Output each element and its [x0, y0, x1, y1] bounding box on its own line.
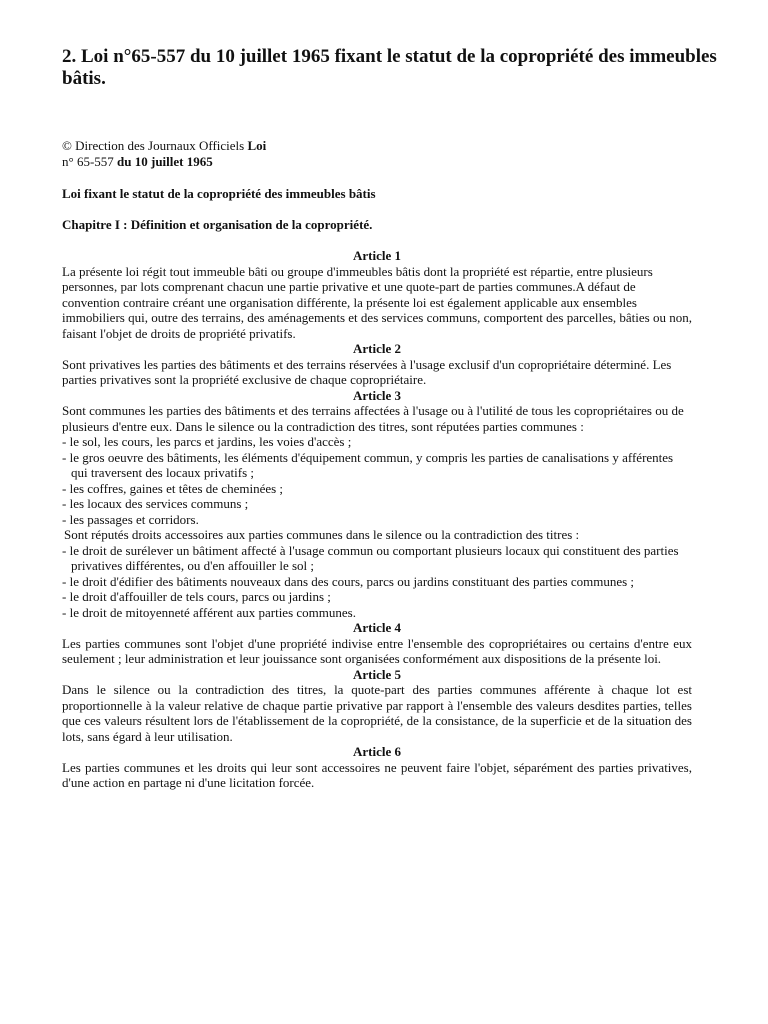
credit-date: du 10 juillet 1965 — [117, 154, 213, 169]
article-3-intro-2: Sont réputés droits accessoires aux parties communes dans le silence ou la contradiction des titres : — [64, 527, 580, 542]
article-1-text: La présente loi régit tout immeuble bâti ou groupe d'immeubles bâtis dont la propriété est répartie, entre plusieurs personnes, par lots comprenant chacun une partie privative et une quote-part de parties communes.A défaut de convention contraire créant une organisation différente, la présente loi est également applicable aux ensembles immobiliers qui, outre des terrains, des aménagements et des services communs, comportent des parcelles, bâties ou non, faisant l'objet de droits de propriété privatifs. — [62, 263, 692, 341]
article-3-intro: Sont communes les parties des bâtiments et des terrains affectées à l'usage ou à l'utilité de tous les copropriétaires ou de plusieurs d'entre eux. Dans le silence ou la contradiction des titres, sont réputées parties communes : — [62, 403, 684, 434]
credit-loi: Loi — [247, 138, 267, 153]
article-6-text: Les parties communes et les droits qui leur sont accessoires ne peuvent faire l'objet, séparément des parties privatives, d'une action en partage ni d'une licitation forcée. — [62, 759, 692, 790]
article-3-list-item: - le sol, les cours, les parcs et jardins, les voies d'accès ; — [62, 434, 352, 449]
article-3-right-item: - le droit de surélever un bâtiment affecté à l'usage commun ou comportant plusieurs locaux qui constituent des parties privatives différentes, ou d'en affouiller le sol ; — [62, 542, 679, 573]
credit-source: © Direction des Journaux Officiels — [62, 138, 248, 153]
article-6-heading: Article 6 — [352, 744, 401, 759]
document-title: 2. Loi n°65-557 du 10 juillet 1965 fixant le statut de la copropriété des immeubles bâtis. — [62, 46, 717, 89]
articles-body — [62, 248, 692, 791]
article-3-list-item: - les passages et corridors. — [62, 511, 199, 527]
article-3-right-item: - le droit d'affouiller de tels cours, parcs ou jardins ; — [62, 589, 331, 604]
publication-credit — [62, 138, 362, 170]
article-3-list-item: - les coffres, gaines et têtes de cheminées ; — [62, 480, 284, 496]
article-2-heading: Article 2 — [352, 341, 401, 356]
credit-number: n° 65-557 — [62, 154, 118, 169]
article-3-right-item: - le droit d'édifier des bâtiments nouveaux dans des cours, parcs ou jardins constituant des parties communes ; — [62, 573, 635, 589]
article-3-list-item: - le gros oeuvre des bâtiments, les éléments d'équipement commun, y compris les parties de canalisations y afférentes qui traversent des locaux privatifs ; — [62, 449, 674, 480]
article-4-heading: Article 4 — [352, 620, 401, 635]
article-3-right-item: - le droit de mitoyenneté afférent aux parties communes. — [62, 604, 356, 620]
article-2-text: Sont privatives les parties des bâtiments et des terrains réservées à l'usage exclusif d'un copropriétaire déterminé. Les parties privatives sont la propriété exclusive de chaque copropriétaire. — [62, 356, 672, 387]
article-4-text: Les parties communes sont l'objet d'une propriété indivise entre l'ensemble des copropriétaires ou certains d'entre eux seulement ; leur administration et leur jouissance sont organisées conformément aux dispositions de la présente loi. — [62, 635, 692, 666]
article-5-heading: Article 5 — [352, 666, 401, 682]
article-1-heading: Article 1 — [352, 248, 401, 263]
law-subtitle: Loi fixant le statut de la copropriété des immeubles bâtis — [62, 186, 376, 201]
article-3-list-item: - les locaux des services communs ; — [62, 496, 249, 511]
chapter-heading: Chapitre I : Définition et organisation de la copropriété. — [62, 217, 373, 232]
article-5-text: Dans le silence ou la contradiction des titres, la quote-part des parties communes afférente à chaque lot est proportionnelle à la valeur relative de chaque partie privative par rapport à l'ensemble des valeurs desdites parties, telles que ces valeurs résultent lors de l'établissement de la copropriété, de la consistance, de la superficie et de la situation des lots, sans égard à leur utilisation. — [62, 682, 692, 744]
article-3-heading: Article 3 — [352, 387, 401, 403]
